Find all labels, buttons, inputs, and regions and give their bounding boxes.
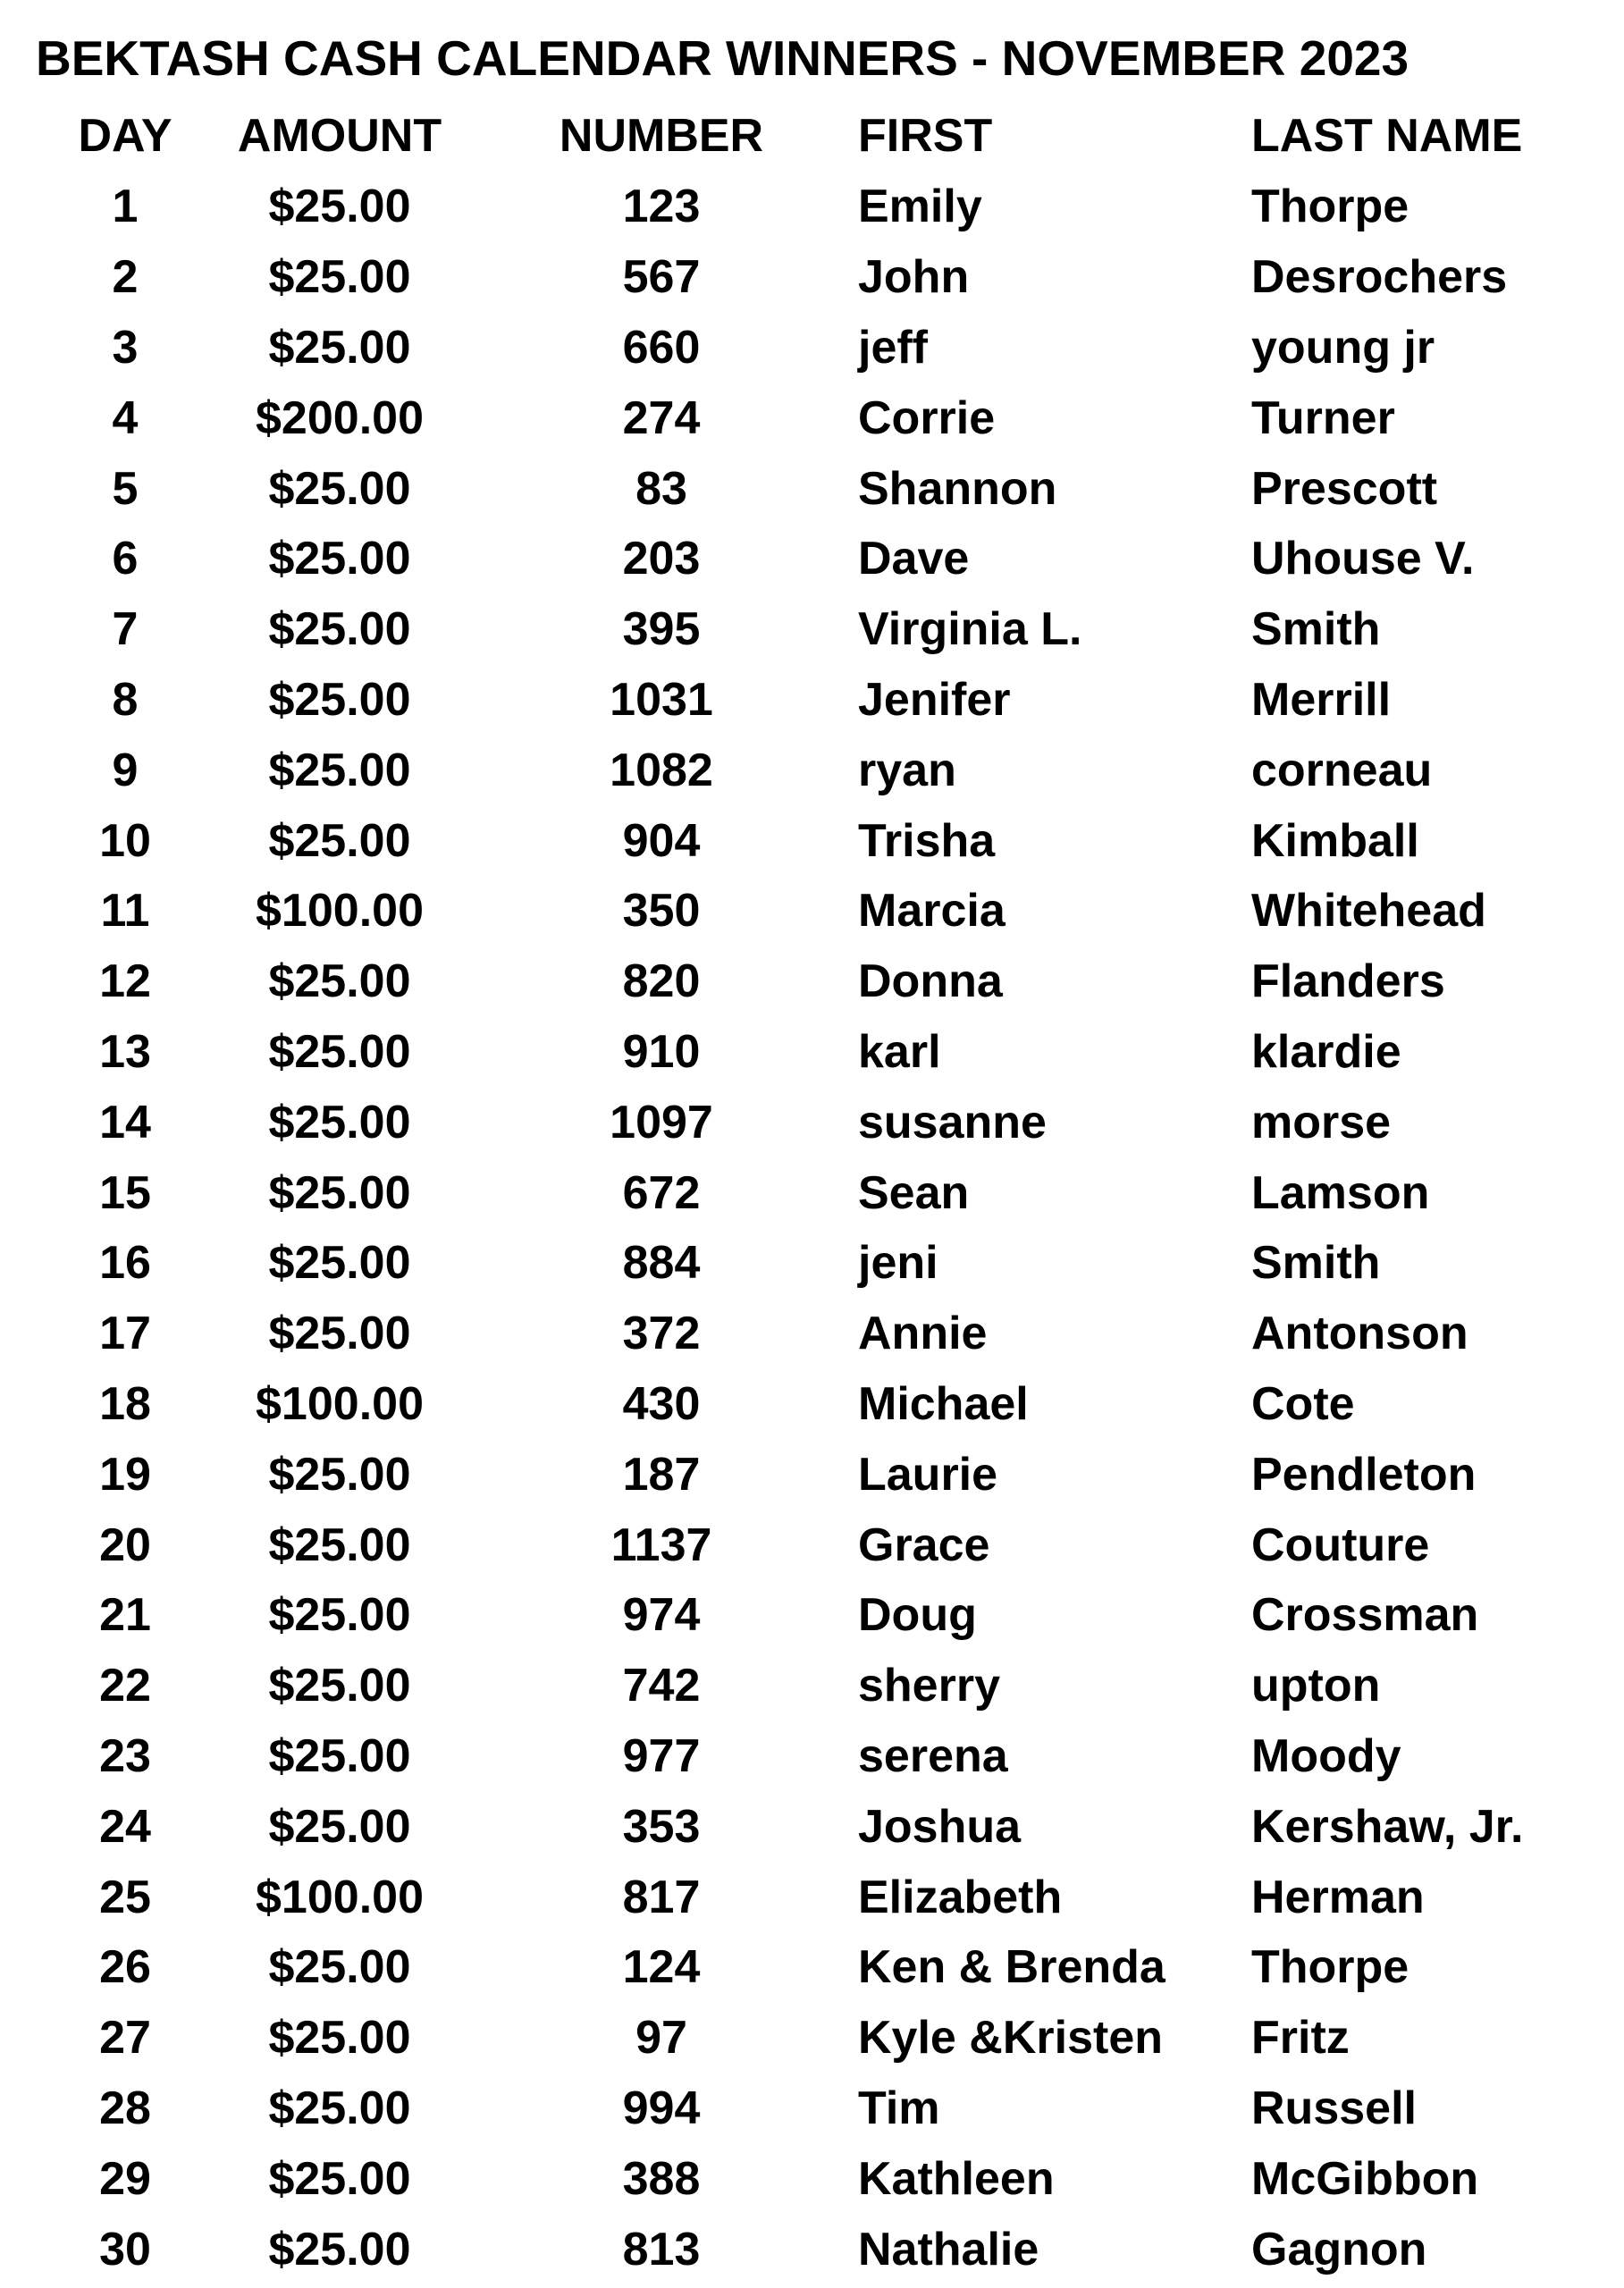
cell-day: 19 [99, 1448, 151, 1501]
table-row [36, 1369, 1609, 1440]
cell-first-name: Dave [858, 533, 970, 585]
cell-first-name: ryan [858, 744, 956, 796]
cell-first-name: sherry [858, 1660, 1000, 1712]
cell-first-name: karl [858, 1025, 941, 1078]
cell-amount: $100.00 [256, 1871, 424, 1923]
cell-amount: $25.00 [268, 181, 411, 233]
cell-amount: $25.00 [268, 1660, 411, 1712]
cell-number: 977 [622, 1729, 701, 1782]
table-row [36, 1580, 1609, 1651]
cell-day: 18 [99, 1377, 151, 1430]
cell-amount: $25.00 [268, 533, 411, 585]
cell-first-name: Michael [858, 1377, 1029, 1430]
cell-number: 388 [622, 2152, 701, 2205]
table-row [36, 1721, 1609, 1792]
cell-amount: $25.00 [268, 1800, 411, 1853]
cell-day: 4 [112, 391, 139, 444]
table-row [36, 1862, 1609, 1932]
cell-day: 28 [99, 2082, 151, 2134]
table-row [36, 665, 1609, 736]
cell-last-name: Couture [1251, 1518, 1430, 1571]
table-row [36, 1791, 1609, 1862]
cell-number: 187 [622, 1448, 701, 1501]
cell-first-name: Elizabeth [858, 1871, 1063, 1923]
cell-number: 123 [622, 181, 701, 233]
cell-last-name: Gagnon [1251, 2223, 1427, 2275]
cell-last-name: upton [1251, 1660, 1381, 1712]
cell-last-name: Smith [1251, 603, 1381, 656]
table-row [36, 172, 1609, 242]
cell-amount: $25.00 [268, 2012, 411, 2065]
table-row [36, 2143, 1609, 2214]
cell-last-name: Thorpe [1251, 1941, 1409, 1994]
cell-day: 15 [99, 1166, 151, 1219]
cell-amount: $25.00 [268, 2152, 411, 2205]
cell-number: 203 [622, 533, 701, 585]
table-row [36, 1651, 1609, 1721]
cell-amount: $25.00 [268, 462, 411, 515]
header-day: DAY [78, 110, 172, 162]
cell-amount: $25.00 [268, 603, 411, 656]
cell-first-name: Sean [858, 1166, 970, 1219]
cell-day: 23 [99, 1729, 151, 1782]
cell-day: 16 [99, 1237, 151, 1290]
cell-last-name: Merrill [1251, 673, 1392, 726]
cell-last-name: McGibbon [1251, 2152, 1479, 2205]
table-row [36, 946, 1609, 1017]
cell-last-name: morse [1251, 1096, 1392, 1148]
winners-table [36, 100, 1609, 2284]
cell-amount: $25.00 [268, 1941, 411, 1994]
cell-last-name: klardie [1251, 1025, 1401, 1078]
cell-day: 7 [112, 603, 139, 656]
cell-day: 25 [99, 1871, 151, 1923]
cell-last-name: Lamson [1251, 1166, 1430, 1219]
cell-amount: $25.00 [268, 2223, 411, 2275]
cell-first-name: serena [858, 1729, 1008, 1782]
cell-first-name: Jenifer [858, 673, 1011, 726]
cell-amount: $25.00 [268, 1589, 411, 1642]
cell-first-name: Trisha [858, 814, 996, 867]
cell-amount: $25.00 [268, 1729, 411, 1782]
cell-day: 10 [99, 814, 151, 867]
cell-day: 8 [112, 673, 139, 726]
table-row [36, 1228, 1609, 1299]
cell-number: 1137 [610, 1518, 712, 1571]
table-row [36, 1299, 1609, 1369]
cell-amount: $25.00 [268, 955, 411, 1008]
table-row [36, 735, 1609, 805]
cell-day: 26 [99, 1941, 151, 1994]
cell-last-name: Flanders [1251, 955, 1445, 1008]
cell-last-name: Kershaw, Jr. [1251, 1800, 1524, 1853]
table-row [36, 1087, 1609, 1157]
cell-day: 11 [100, 885, 150, 938]
cell-amount: $100.00 [256, 885, 424, 938]
header-last: LAST NAME [1251, 110, 1523, 162]
cell-last-name: Kimball [1251, 814, 1419, 867]
cell-number: 124 [622, 1941, 701, 1994]
cell-number: 904 [622, 814, 701, 867]
table-row [36, 242, 1609, 313]
cell-amount: $25.00 [268, 1448, 411, 1501]
cell-amount: $25.00 [268, 744, 411, 796]
cell-day: 5 [112, 462, 139, 515]
cell-number: 567 [622, 251, 701, 304]
cell-first-name: Corrie [858, 391, 996, 444]
document-title: BEKTASH CASH CALENDAR WINNERS - NOVEMBER 2023 [36, 30, 1409, 86]
cell-amount: $25.00 [268, 1237, 411, 1290]
cell-day: 21 [99, 1589, 151, 1642]
header-first: FIRST [858, 110, 993, 162]
cell-amount: $25.00 [268, 1308, 411, 1360]
cell-number: 97 [635, 2012, 687, 2065]
cell-first-name: Nathalie [858, 2223, 1039, 2275]
cell-day: 9 [112, 744, 139, 796]
cell-number: 672 [622, 1166, 701, 1219]
cell-number: 1097 [610, 1096, 713, 1148]
cell-last-name: Pendleton [1251, 1448, 1477, 1501]
cell-day: 22 [99, 1660, 151, 1712]
cell-first-name: Joshua [858, 1800, 1022, 1853]
cell-day: 14 [99, 1096, 151, 1148]
table-row [36, 805, 1609, 876]
cell-first-name: susanne [858, 1096, 1047, 1148]
cell-last-name: young jr [1251, 321, 1435, 374]
table-row [36, 594, 1609, 665]
cell-first-name: Marcia [858, 885, 1006, 938]
cell-day: 13 [99, 1025, 151, 1078]
cell-first-name: Laurie [858, 1448, 998, 1501]
cell-number: 83 [635, 462, 687, 515]
cell-number: 395 [622, 603, 701, 656]
cell-amount: $25.00 [268, 251, 411, 304]
table-row [36, 1157, 1609, 1228]
cell-number: 372 [622, 1308, 701, 1360]
cell-first-name: Virginia L. [858, 603, 1082, 656]
cell-first-name: Annie [858, 1308, 988, 1360]
cell-day: 2 [112, 251, 139, 304]
cell-number: 274 [622, 391, 701, 444]
cell-last-name: Desrochers [1251, 251, 1508, 304]
cell-number: 350 [622, 885, 701, 938]
cell-last-name: Antonson [1251, 1308, 1468, 1360]
cell-last-name: Thorpe [1251, 181, 1409, 233]
cell-first-name: Kathleen [858, 2152, 1055, 2205]
cell-last-name: Fritz [1251, 2012, 1350, 2065]
table-row [36, 524, 1609, 594]
cell-last-name: corneau [1251, 744, 1433, 796]
cell-last-name: Uhouse V. [1251, 533, 1475, 585]
cell-last-name: Herman [1251, 1871, 1425, 1923]
cell-day: 20 [99, 1518, 151, 1571]
table-row [36, 1017, 1609, 1088]
cell-number: 1031 [610, 673, 713, 726]
cell-last-name: Turner [1251, 391, 1395, 444]
cell-amount: $25.00 [268, 321, 411, 374]
cell-first-name: Tim [858, 2082, 940, 2134]
cell-number: 817 [622, 1871, 701, 1923]
cell-day: 24 [99, 1800, 151, 1853]
table-row [36, 2074, 1609, 2144]
table-row [36, 876, 1609, 946]
cell-number: 884 [622, 1237, 701, 1290]
cell-day: 3 [112, 321, 139, 374]
cell-day: 29 [99, 2152, 151, 2205]
header-number: NUMBER [559, 110, 764, 162]
cell-last-name: Prescott [1251, 462, 1438, 515]
cell-first-name: Shannon [858, 462, 1057, 515]
cell-first-name: Emily [858, 181, 982, 233]
cell-day: 27 [99, 2012, 151, 2065]
cell-number: 660 [622, 321, 701, 374]
cell-day: 17 [99, 1308, 151, 1360]
cell-first-name: Kyle &Kristen [858, 2012, 1163, 2065]
table-body [36, 172, 1609, 2284]
table-row [36, 2214, 1609, 2284]
cell-number: 994 [622, 2082, 701, 2134]
cell-amount: $200.00 [256, 391, 424, 444]
cell-amount: $100.00 [256, 1377, 424, 1430]
cell-number: 910 [622, 1025, 701, 1078]
cell-day: 12 [99, 955, 151, 1008]
header-amount: AMOUNT [237, 110, 442, 162]
table-row [36, 1932, 1609, 2003]
cell-first-name: Grace [858, 1518, 990, 1571]
cell-number: 742 [622, 1660, 701, 1712]
cell-amount: $25.00 [268, 1025, 411, 1078]
cell-last-name: Russell [1251, 2082, 1417, 2134]
cell-day: 6 [112, 533, 139, 585]
table-header-row [36, 100, 1609, 172]
cell-last-name: Crossman [1251, 1589, 1479, 1642]
cell-amount: $25.00 [268, 1096, 411, 1148]
cell-amount: $25.00 [268, 1518, 411, 1571]
cell-number: 353 [622, 1800, 701, 1853]
table-row [36, 313, 1609, 383]
cell-number: 813 [622, 2223, 701, 2275]
cell-first-name: jeff [858, 321, 928, 374]
table-row [36, 453, 1609, 524]
cell-day: 1 [112, 181, 139, 233]
cell-last-name: Smith [1251, 1237, 1381, 1290]
cell-first-name: Doug [858, 1589, 977, 1642]
cell-last-name: Whitehead [1251, 885, 1486, 938]
cell-first-name: Donna [858, 955, 1003, 1008]
cell-first-name: jeni [858, 1237, 938, 1290]
cell-first-name: John [858, 251, 970, 304]
cell-amount: $25.00 [268, 673, 411, 726]
cell-day: 30 [99, 2223, 151, 2275]
cell-number: 820 [622, 955, 701, 1008]
cell-first-name: Ken & Brenda [858, 1941, 1165, 1994]
cell-number: 430 [622, 1377, 701, 1430]
table-row [36, 383, 1609, 453]
cell-number: 974 [622, 1589, 701, 1642]
table-row [36, 2003, 1609, 2074]
cell-last-name: Moody [1251, 1729, 1401, 1782]
cell-amount: $25.00 [268, 814, 411, 867]
table-row [36, 1510, 1609, 1580]
cell-amount: $25.00 [268, 1166, 411, 1219]
cell-last-name: Cote [1251, 1377, 1355, 1430]
table-row [36, 1439, 1609, 1510]
cell-amount: $25.00 [268, 2082, 411, 2134]
cell-number: 1082 [610, 744, 713, 796]
